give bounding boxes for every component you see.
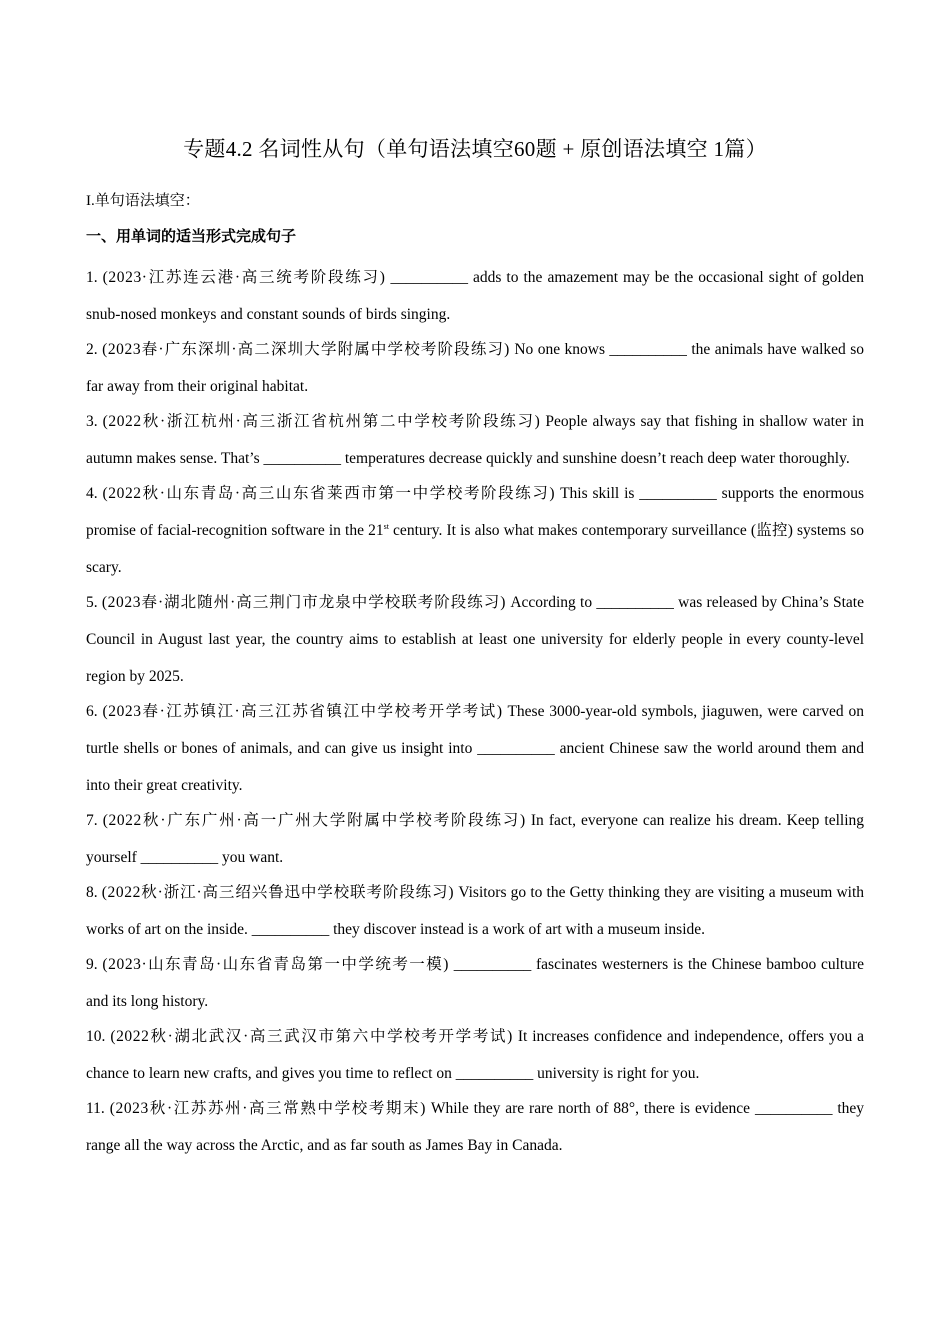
question-source: (2023春·广东深圳·高二深圳大学附属中学校考阶段练习) [102,341,510,358]
question-source: (2023·江苏连云港·高三统考阶段练习) [102,269,386,286]
question-item [86,874,864,948]
page-title: 专题4.2 名词性从句（单句语法填空60题 + 原创语法填空 1篇） [183,137,767,161]
question-number: 5. [86,594,98,611]
question-item [86,403,864,477]
question-item [86,693,864,804]
question-item [86,802,864,876]
question-source: (2023春·湖北随州·高三荆门市龙泉中学校联考阶段练习) [101,594,507,611]
question-source: (2022秋·广东广州·高一广州大学附属中学校考阶段练习) [102,812,526,829]
question-list [86,259,864,1162]
question-text: This skill is __________ supports the enormous promise of facial-recognition software in the 21 [86,485,865,539]
question-number: 6. [86,703,98,720]
question-item [86,1090,864,1164]
question-text: In fact, everyone can realize his dream. Keep telling yourself __________ you want. [86,812,865,866]
question-text: No one knows __________ the animals have walked so far away from their original habitat. [86,341,865,395]
question-source: (2022秋·山东青岛·高三山东省莱西市第一中学校考阶段练习) [102,485,556,502]
question-text: People always say that fishing in shallow water in autumn makes sense. That’s __________ temperatures decrease quickly and sunshine doesn’t reach deep water thoroughly. [86,413,865,467]
question-text: According to __________ was released by China’s State Council in August last year, the country aims to establish at least one university for elderly people in every county-level region by 2025. [86,594,864,685]
question-text: __________ fascinates westerners is the Chinese bamboo culture and its long history. [86,956,865,1010]
question-item [86,1018,864,1092]
question-source: (2022秋·浙江杭州·高三浙江省杭州第二中学校考阶段练习) [102,413,541,430]
question-number: 9. [86,956,98,973]
question-text: While they are rare north of 88°, there is evidence __________ they range all the way across the Arctic, and as far south as James Bay in Canada. [86,1100,865,1154]
question-source: (2022秋·湖北武汉·高三武汉市第六中学校考开学考试) [110,1028,513,1045]
subsection-heading: 一、用单词的适当形式完成句子 [86,229,297,245]
question-number: 8. [86,884,98,901]
question-item [86,475,864,586]
question-number: 3. [86,413,98,430]
section-heading: I.单句语法填空： [86,193,200,209]
question-text-continued: century. It is also what makes contemporary surveillance (监控) systems so scary. [86,522,864,576]
question-source: (2023·山东青岛·山东省青岛第一中学统考一模) [102,956,449,973]
question-item [86,331,864,405]
question-text: Visitors go to the Getty thinking they are visiting a museum with works of art on the inside. __________ they discover instead is a work of art with a museum inside. [86,884,865,938]
question-item [86,584,864,695]
question-item [86,946,864,1020]
question-number: 2. [86,341,98,358]
question-number: 4. [86,485,98,502]
question-source: (2023秋·江苏苏州·高三常熟中学校考期末) [109,1100,426,1117]
question-number: 10. [86,1028,106,1045]
question-number: 7. [86,812,98,829]
question-number: 1. [86,269,98,286]
question-text: These 3000-year-old symbols, jiaguwen, were carved on turtle shells or bones of animals, and can give us insight into __________ ancient Chinese saw the world around them and into their great creativity. [86,703,865,794]
question-source: (2022秋·浙江·高三绍兴鲁迅中学校联考阶段练习) [101,884,455,901]
ordinal-superscript: st [383,522,389,531]
question-text: It increases confidence and independence, offers you a chance to learn new crafts, and gives you time to reflect on __________ university is right for you. [86,1028,865,1082]
question-item [86,259,864,333]
question-number: 11. [86,1100,105,1117]
question-source: (2023春·江苏镇江·高三江苏省镇江中学校考开学考试) [102,703,503,720]
question-text: __________ adds to the amazement may be the occasional sight of golden snub-nosed monkeys and constant sounds of birds singing. [86,269,865,323]
